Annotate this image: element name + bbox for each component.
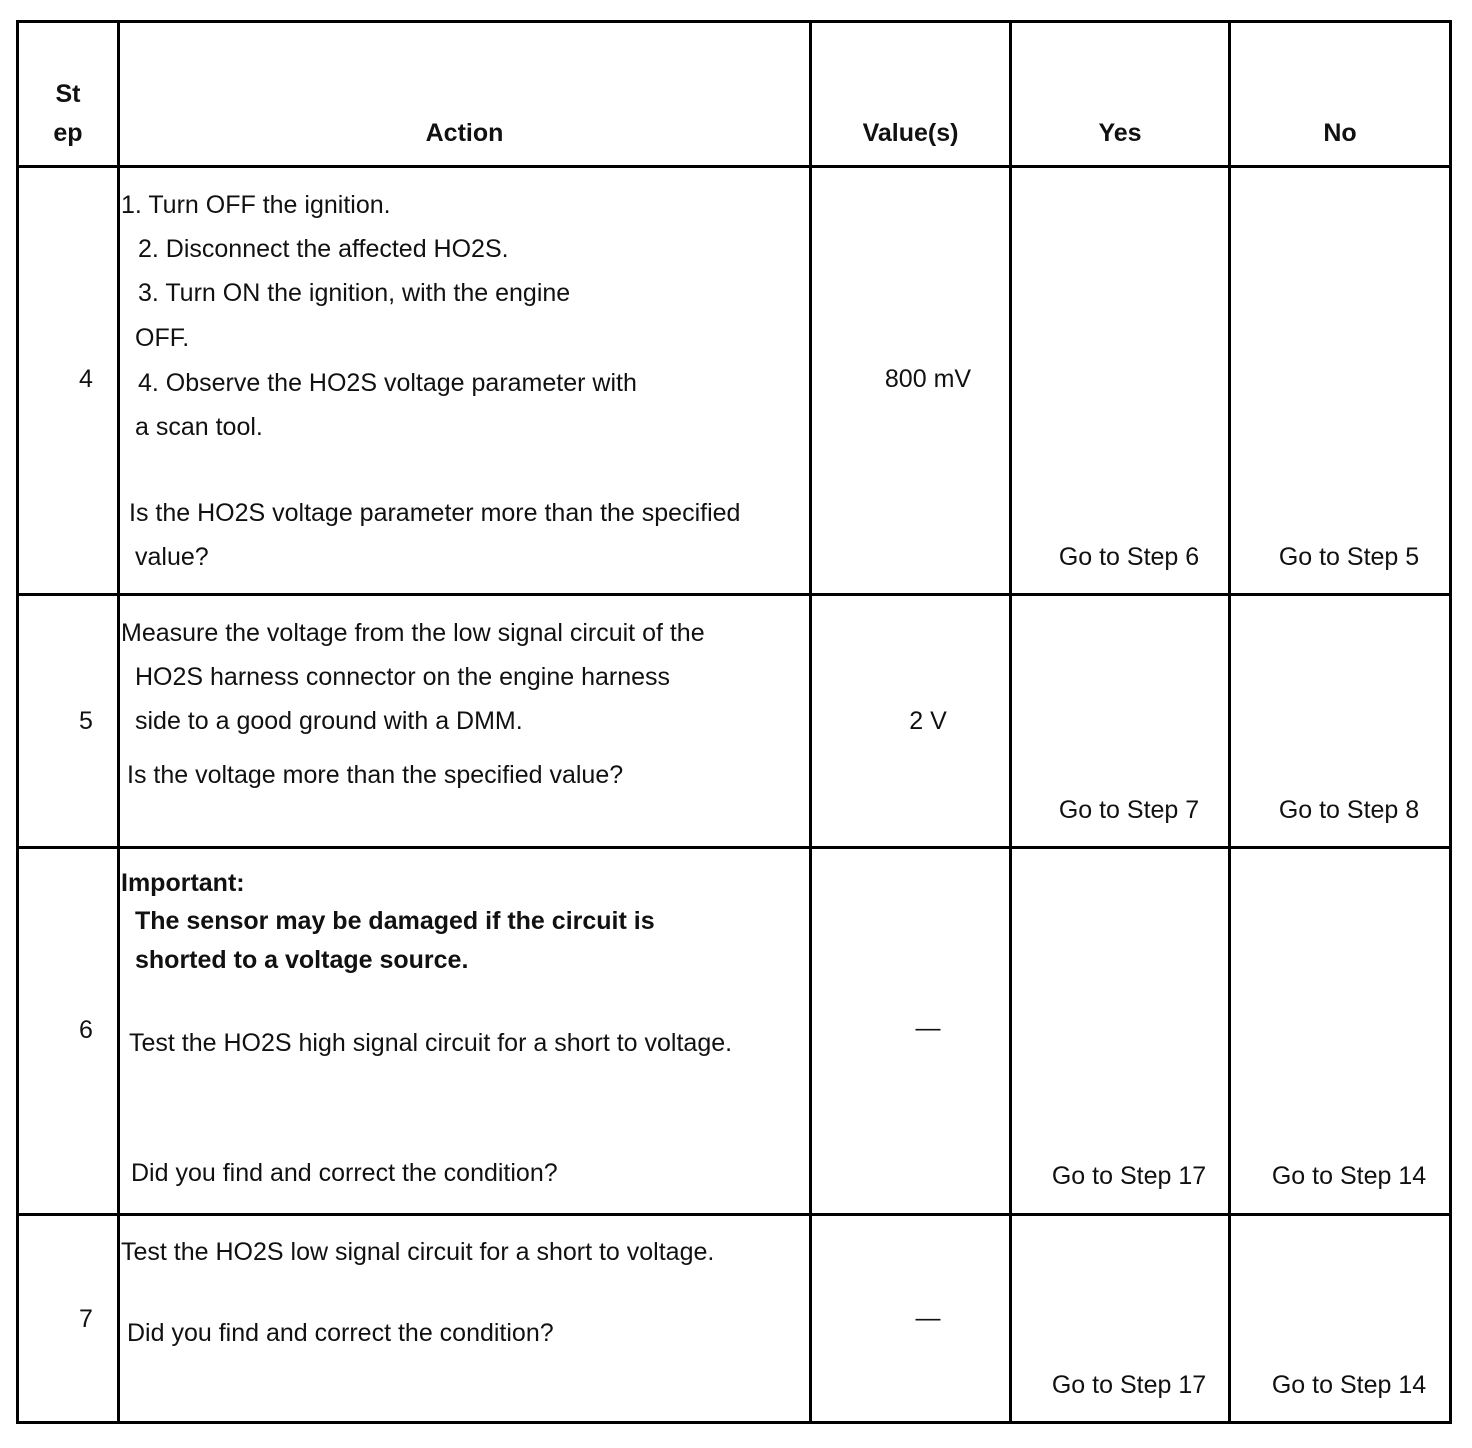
action-question: value? bbox=[135, 543, 209, 571]
row-divider bbox=[16, 1213, 1452, 1216]
header-step-line1: St bbox=[55, 80, 81, 108]
table-border-top bbox=[16, 20, 1452, 23]
diagnostic-table bbox=[16, 20, 1452, 1424]
action-line: side to a good ground with a DMM. bbox=[135, 707, 523, 735]
specified-value: — bbox=[915, 1304, 941, 1332]
action-question: Is the voltage more than the specified value? bbox=[127, 761, 624, 789]
action-question: Is the HO2S voltage parameter more than the specified bbox=[129, 499, 741, 527]
important-label: Important: bbox=[121, 869, 245, 897]
important-note: The sensor may be damaged if the circuit is bbox=[135, 907, 655, 935]
table-border-bottom bbox=[16, 1421, 1452, 1424]
action-line: Test the HO2S low signal circuit for a short to voltage. bbox=[121, 1238, 715, 1266]
header-action: Action bbox=[425, 119, 504, 147]
step-number: 4 bbox=[79, 365, 93, 393]
action-line: OFF. bbox=[135, 324, 190, 352]
row-divider bbox=[16, 846, 1452, 849]
header-yes: Yes bbox=[1098, 119, 1142, 147]
action-question: Did you find and correct the condition? bbox=[127, 1319, 554, 1347]
no-result: Go to Step 14 bbox=[1271, 1371, 1427, 1399]
specified-value: — bbox=[915, 1014, 941, 1042]
yes-result: Go to Step 6 bbox=[1058, 543, 1200, 571]
action-line: 1. Turn OFF the ignition. bbox=[121, 191, 391, 219]
action-line: Test the HO2S high signal circuit for a short to voltage. bbox=[129, 1029, 733, 1057]
step-number: 6 bbox=[79, 1016, 93, 1044]
no-result: Go to Step 14 bbox=[1271, 1162, 1427, 1190]
important-note: shorted to a voltage source. bbox=[135, 946, 469, 974]
no-result: Go to Step 5 bbox=[1278, 543, 1420, 571]
header-values: Value(s) bbox=[862, 119, 959, 147]
specified-value: 2 V bbox=[909, 707, 947, 735]
step-number: 5 bbox=[79, 707, 93, 735]
action-line: 3. Turn ON the ignition, with the engine bbox=[138, 279, 571, 307]
step-number: 7 bbox=[79, 1305, 93, 1333]
yes-result: Go to Step 17 bbox=[1051, 1162, 1207, 1190]
yes-result: Go to Step 7 bbox=[1058, 796, 1200, 824]
action-line: 2. Disconnect the affected HO2S. bbox=[138, 235, 509, 263]
action-question: Did you find and correct the condition? bbox=[131, 1159, 558, 1187]
row-divider bbox=[16, 165, 1452, 168]
header-step-line2: ep bbox=[53, 119, 83, 147]
action-line: a scan tool. bbox=[135, 413, 263, 441]
no-result: Go to Step 8 bbox=[1278, 796, 1420, 824]
specified-value: 800 mV bbox=[884, 365, 972, 393]
row-divider bbox=[16, 593, 1452, 596]
action-line: HO2S harness connector on the engine harness bbox=[135, 663, 671, 691]
yes-result: Go to Step 17 bbox=[1051, 1371, 1207, 1399]
header-no: No bbox=[1323, 119, 1357, 147]
action-line: Measure the voltage from the low signal circuit of the bbox=[121, 619, 705, 647]
action-line: 4. Observe the HO2S voltage parameter with bbox=[138, 369, 637, 397]
